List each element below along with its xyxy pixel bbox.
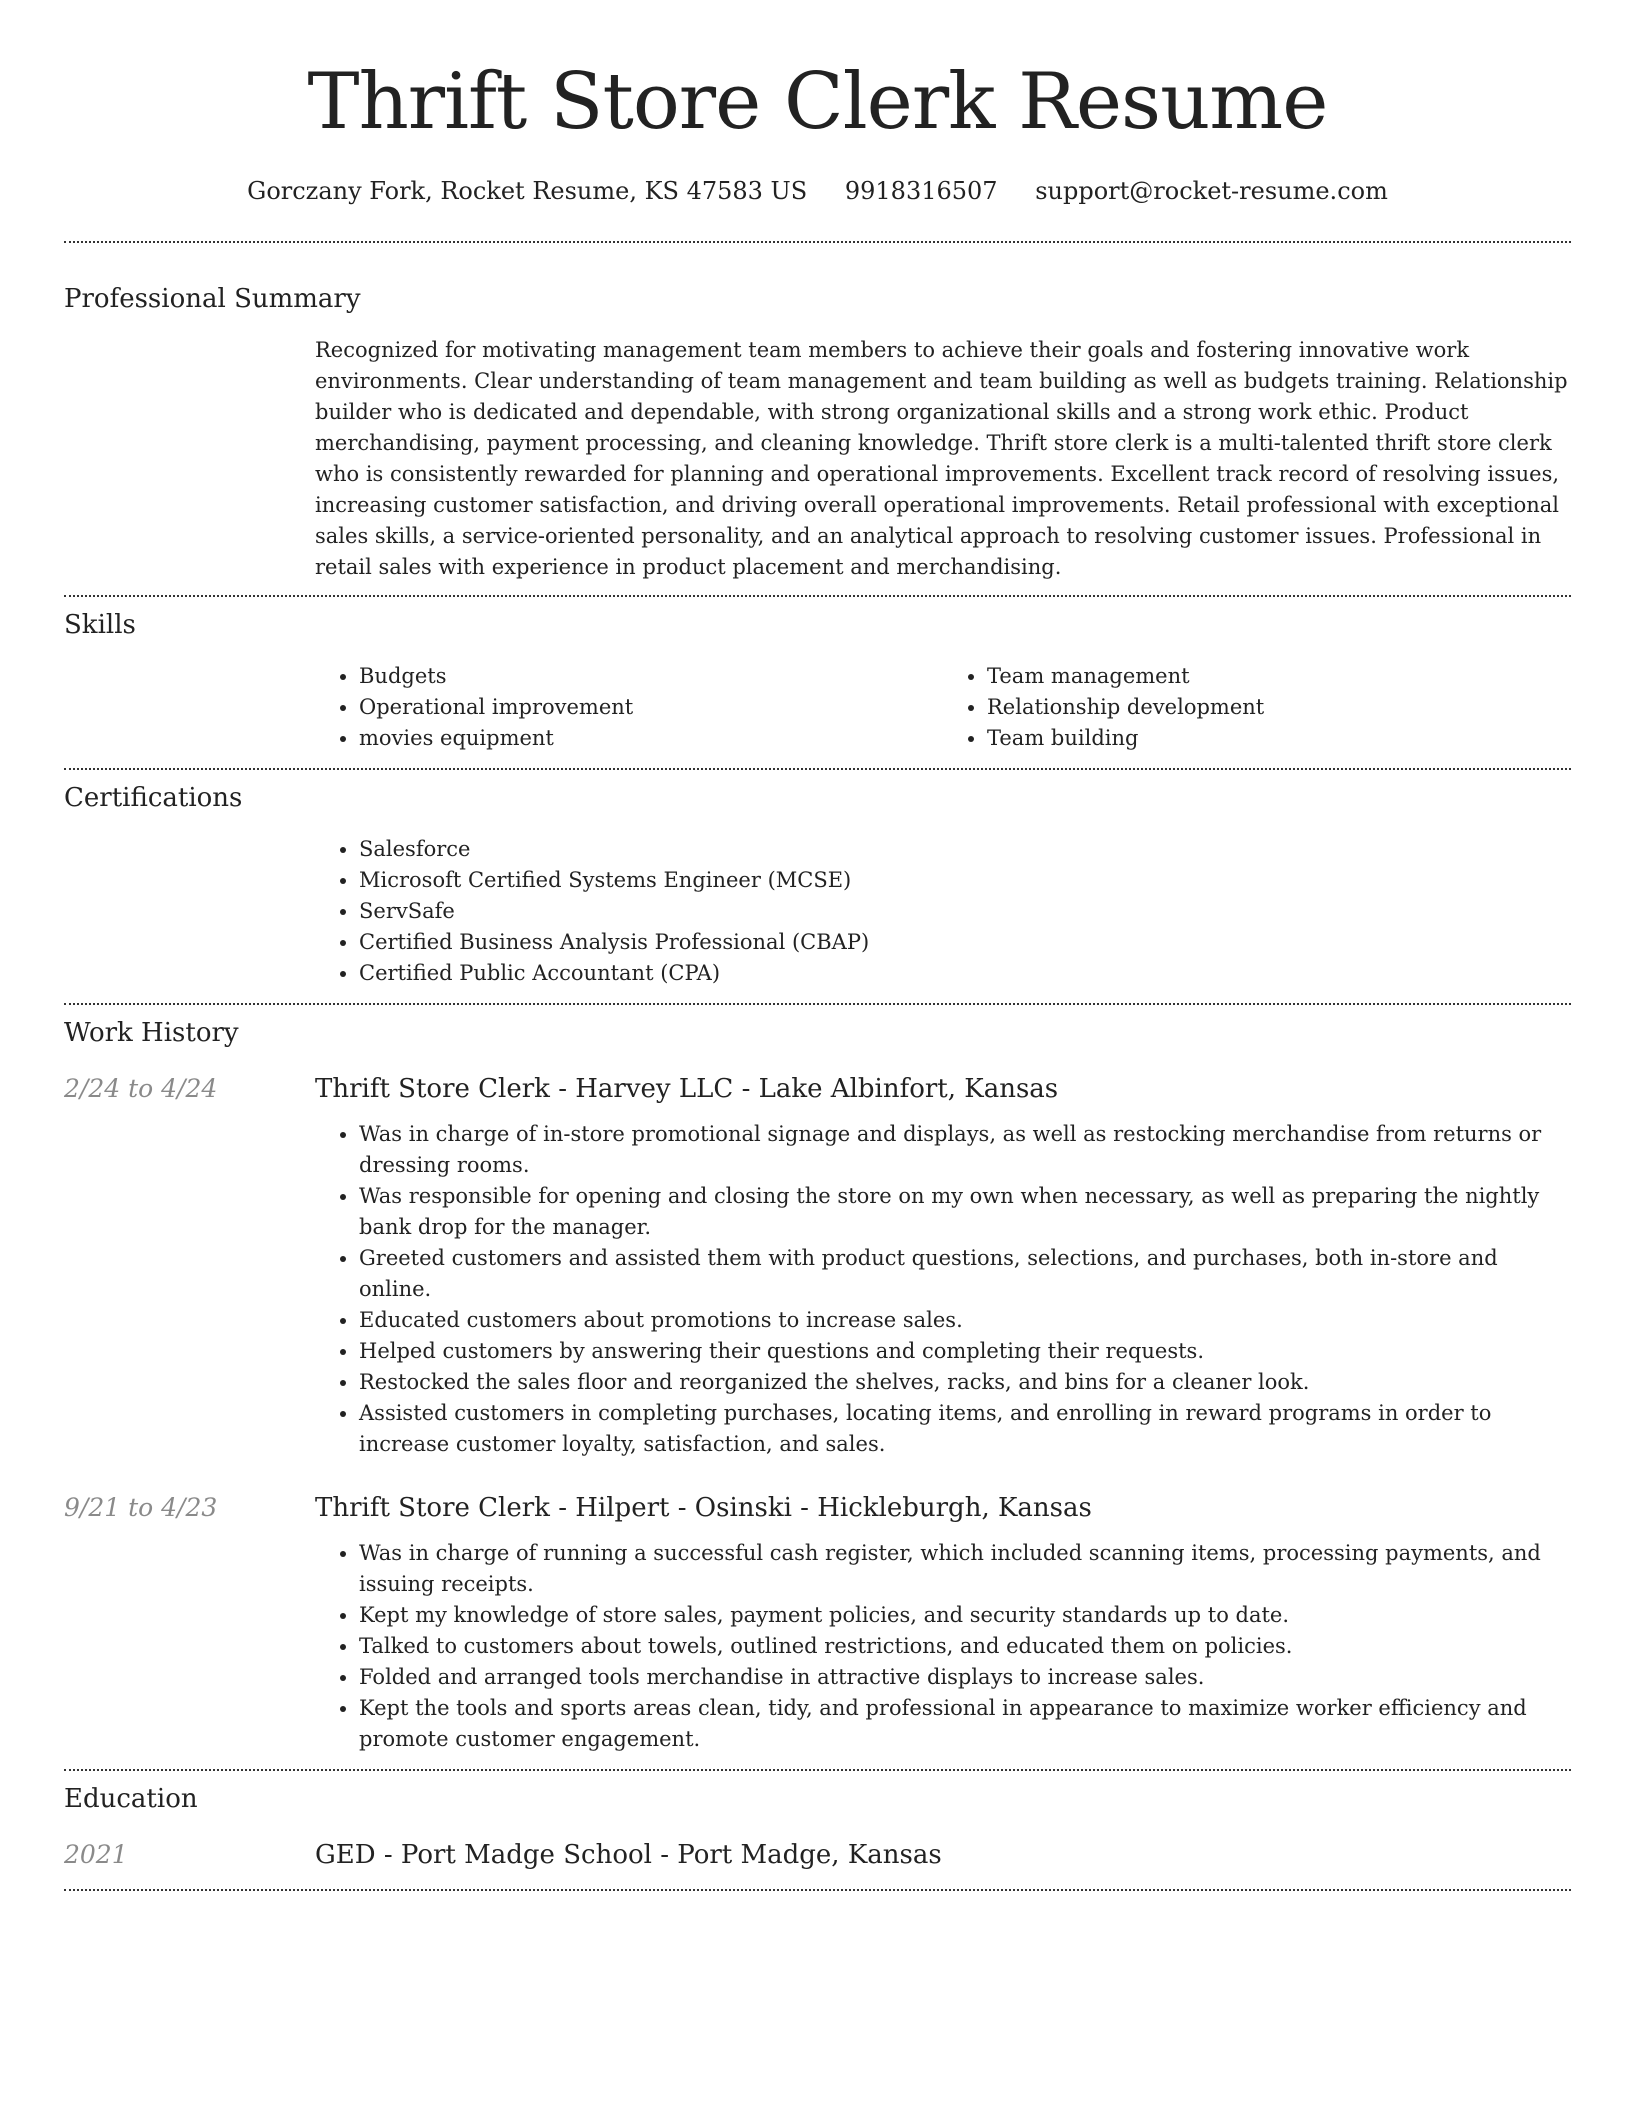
summary-text: Recognized for motivating management team members to achieve their goals and fostering innovative work environments. Clear understanding of team management and team building as well as budgets training. Relationship builder who is dedicated and dependable, with strong organizational skills and a strong work ethic. Product merchandising, payment processing, and cleaning knowledge. Thrift store clerk is a multi-talented thrift store clerk who is consistently rewarded for planning and operational improvements. Excellent track record of resolving issues, increasing customer satisfaction, and driving overall operational improvements. Retail professional with exceptional sales skills, a service-oriented personality, and an analytical approach to resolving customer issues. Professional in retail sales with experience in product placement and merchandising. [315,338,1568,579]
certification-item: • Certified Business Analysis Professional (CBAP) [359,927,1571,958]
job-bullet: • Was in charge of running a successful cash register, which included scanning items, processing payments, and issuing receipts. [359,1538,1571,1600]
job-title: Thrift Store Clerk - Hilpert - Osinski - Hickleburgh, Kansas [315,1493,1092,1523]
certification-item: • Salesforce [359,834,1571,865]
certifications-list [315,834,1571,989]
job-bullet: • Talked to customers about towels, outlined restrictions, and educated them on policies. [359,1631,1571,1662]
job-duties [315,1538,1571,1755]
certification-item: • Certified Public Accountant (CPA) [359,958,1571,989]
skill-item: • Budgets [359,661,943,692]
section-heading-work-history: Work History [64,1018,239,1048]
skills-column-right [943,661,1571,754]
job-dates: 9/21 to 4/23 [64,1493,218,1522]
resume-page [64,0,1571,1891]
education-title: GED - Port Madge School - Port Madge, Kansas [315,1840,942,1870]
contact-address: Gorczany Fork, Rocket Resume, KS 47583 US [247,177,808,205]
job-bullets [315,1538,1571,1755]
job-bullet: • Assisted customers in completing purchases, locating items, and enrolling in reward programs in order to increase customer loyalty, satisfaction, and sales. [359,1398,1571,1460]
job-bullet: • Restocked the sales floor and reorganized the shelves, racks, and bins for a cleaner look. [359,1367,1571,1398]
section-heading-education: Education [64,1784,198,1814]
divider [64,1889,1571,1891]
skill-item: • Team management [987,661,1571,692]
section-heading-skills: Skills [64,610,136,640]
job-header [64,1490,1571,1526]
job-bullets [315,1119,1571,1460]
job-bullet: • Greeted customers and assisted them with product questions, selections, and purchases, both in-store and online. [359,1243,1571,1305]
contact-email: support@rocket-resume.com [1035,177,1388,205]
divider [64,595,1571,597]
job-bullet: • Educated customers about promotions to increase sales. [359,1305,1571,1336]
section-heading-certifications: Certifications [64,783,243,813]
job-bullet: • Was responsible for opening and closing the store on my own when necessary, as well as preparing the nightly bank drop for the manager. [359,1181,1571,1243]
certification-items [315,834,1571,989]
job-bullet: • Was in charge of in-store promotional signage and displays, as well as restocking merchandise from returns or dressing rooms. [359,1119,1571,1181]
certification-item: • Microsoft Certified Systems Engineer (MCSE) [359,865,1571,896]
education-entry [64,1837,1571,1873]
job-header [64,1071,1571,1107]
certification-item: • ServSafe [359,896,1571,927]
contact-phone: 9918316507 [844,177,998,205]
job-bullet: • Kept the tools and sports areas clean, tidy, and professional in appearance to maximize worker efficiency and promote customer engagement. [359,1693,1571,1755]
skill-item: • Team building [987,723,1571,754]
contact-line [64,174,1571,208]
skills-column-left [315,661,943,754]
job-bullet: • Kept my knowledge of store sales, payment policies, and security standards up to date. [359,1600,1571,1631]
job-duties [315,1119,1571,1460]
education-year: 2021 [64,1840,128,1869]
divider [64,1003,1571,1005]
resume-title: Thrift Store Clerk Resume [307,57,1328,147]
skills-list [315,661,1571,754]
divider [64,768,1571,770]
skill-item: • Operational improvement [359,692,943,723]
skill-item: • movies equipment [359,723,943,754]
job-bullet: • Helped customers by answering their questions and completing their requests. [359,1336,1571,1367]
job-title: Thrift Store Clerk - Harvey LLC - Lake Albinfort, Kansas [315,1074,1059,1104]
divider [64,1769,1571,1771]
job-dates: 2/24 to 4/24 [64,1074,218,1103]
divider [64,241,1571,243]
section-heading-summary: Professional Summary [64,284,361,314]
skill-item: • Relationship development [987,692,1571,723]
job-bullet: • Folded and arranged tools merchandise in attractive displays to increase sales. [359,1662,1571,1693]
